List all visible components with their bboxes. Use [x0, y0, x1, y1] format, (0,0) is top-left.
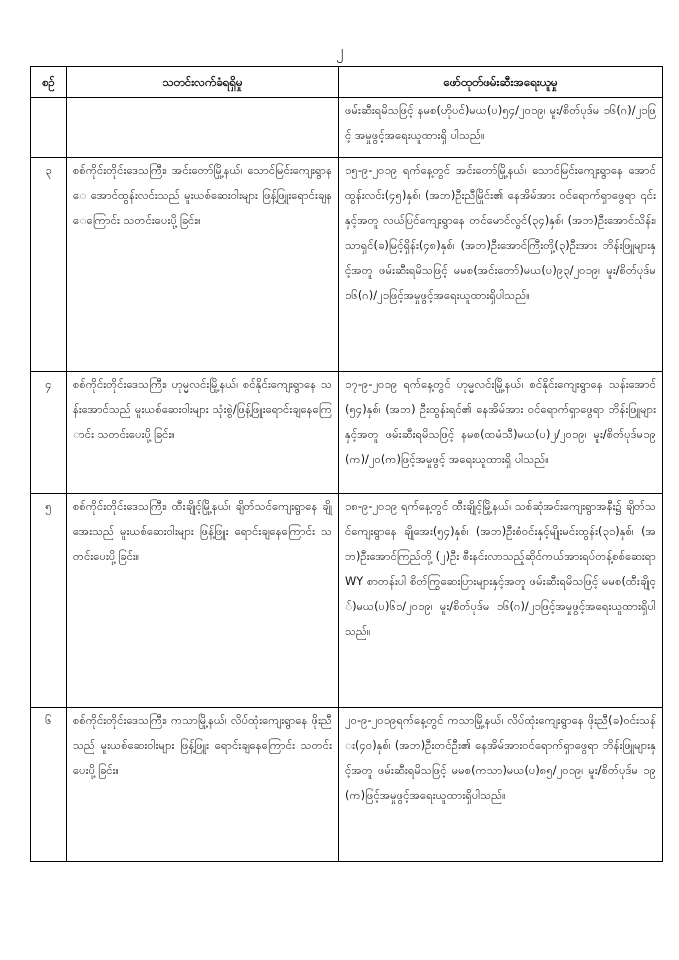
row-action: ၁၇-၉-၂၀၁၉ ရက်နေ့တွင် ဟုမ္မလင်းမြို့နယ်၊ စင်နိုင်းကျေးရွာနေ သန်းအောင်(၅၄)နှစ်၊ (အဘ) ဦးထွန်းရင်၏ နေအိမ်အား ဝင်ရောက်ရှာဖွေရာ ဘိန်းဖြူများနှင့်အတူ ဖမ်းဆီးရမိသဖြင့် နမစ(ထမံသီ)မယ(ပ)၂/၂၀၁၉၊ မူး/စိတ်ပုဒ်မ၁၉(က)/၂၀(က)ဖြင့်အမှုဖွင့် အရေးယူထားရှိ ပါသည်။ [339, 372, 663, 494]
row-information: စစ်ကိုင်းတိုင်းဒေသကြီး၊ ထီးချိုင့်မြို့နယ်၊ ချိတ်သင်ကျေးရွာနေ ချိုအေးသည် မူးယစ်ဆေးဝါးများ ဖြန့်ဖြူး ရောင်းချနေကြောင်း သတင်းပေးပို့ခြင်း။ [67, 494, 339, 708]
row-serial: ၃ [31, 158, 67, 372]
table-row [31, 494, 663, 708]
table-row [31, 98, 663, 158]
table-header-row [31, 67, 663, 98]
page-number: ၂ [335, 42, 344, 60]
row-action: ၁၈-၉-၂၀၁၉ ရက်နေ့တွင် ထီးချိုင့်မြို့နယ်၊ သစ်ဆုံအင်းကျေးရွာအနီး၌ ချိတ်သင်ကျေးရွာနေ ချိုအေး(၅၄)နှစ်၊ (အဘ)ဦးစံဝင်းနှင့်မျိုးမင်းထွန်း(၃၁)နှစ်၊ (အဘ)ဦးအောင်ကြည်တို့ (၂)ဦး စီးနင်းလာသည့်ဆိုင်ကယ်အားရပ်တန့်စစ်ဆေးရာ WY စာတန်းပါ စိတ်ကြွဆေးပြားများနှင့်အတူ ဖမ်းဆီးရမိသဖြင့် မမစ(ထီးချိုင့်)မယ(ပ)၆၁/၂၀၁၉၊ မူး/စိတ်ပုဒ်မ ၁၆(ဂ)/၂၁ဖြင့်အမှုဖွင့်အရေးယူထားရှိပါသည်။ [339, 494, 663, 708]
column-header-information-received: သတင်းလက်ခံရရှိမှု [67, 67, 339, 98]
row-information: စစ်ကိုင်းတိုင်းဒေသကြီး၊ ကသာမြို့နယ်၊ လိပ်ထုံးကျေးရွာနေ ဖိုးညီသည် မူးယစ်ဆေးဝါးများ ဖြန့်ဖြူး ရောင်းချနေကြောင်း သတင်း ပေးပို့ခြင်း။ [67, 708, 339, 862]
row-serial: ၆ [31, 708, 67, 862]
case-report-table [30, 66, 663, 862]
row-action: ၂၀-၉-၂၀၁၉ရက်နေ့တွင် ကသာမြို့နယ်၊ လိပ်ထုံးကျေးရွာနေ ဖိုးညီ(ခ)ဝင်းသန်း(၄၀)နှစ်၊ (အဘ)ဦးတင်ဦး၏ နေအိမ်အားဝင်ရောက်ရှာဖွေရာ ဘိန်းဖြူများနှင့်အတူ ဖမ်းဆီးရမိသဖြင့် မမစ(ကသာ)မယ(ပ)၈၅/၂၀၁၉၊ မူး/စိတ်ပုဒ်မ ၁၉(က)ဖြင့်အမှုဖွင့်အရေးယူထားရှိပါသည်။ [339, 708, 663, 862]
row-action: ဖမ်းဆီးရမိသဖြင့် နမစ(ဟိုပင်)မယ(ပ)၅၄/၂၀၁၉၊ မူး/စိတ်ပုဒ်မ ၁၆(ဂ)/၂၁ဖြင့် အမှုဖွင့်အရေးယူထားရှိ ပါသည်။ [339, 98, 663, 158]
row-information: စစ်ကိုင်းတိုင်းဒေသကြီး၊ ဟုမ္မလင်းမြို့နယ်၊ စင်နိုင်းကျေးရွာနေ သန်းအောင်သည် မူးယစ်ဆေးဝါးများ သုံးစွဲ/ဖြန့်ဖြူးရောင်းချနေကြောင်း သတင်းပေးပို့ခြင်း။ [67, 372, 339, 494]
table-row [31, 708, 663, 862]
table-row [31, 158, 663, 372]
row-serial [31, 98, 67, 158]
row-serial: ၄ [31, 372, 67, 494]
row-information [67, 98, 339, 158]
table-row [31, 372, 663, 494]
row-action: ၁၅-၉-၂၀၁၉ ရက်နေ့တွင် အင်းတော်မြို့နယ်၊ သောင်မြင်းကျေးရွာနေ အောင်ထွန်းလင်း(၄၅)နှစ်၊ (အဘ)ဦးညီမြိုင်း၏ နေအိမ်အား ဝင်ရောက်ရှာဖွေရာ ၎င်းနှင့်အတူ လယ်ပြင်ကျေးရွာနေ တင်မောင်လွင်(၃၄)နှစ်၊ (အဘ)ဦးအောင်သိန်း၊ သာရှင်(ခ)မြင့်ရှိန်း(၄၈)နှစ်၊ (အဘ)ဦးအောင်ကြီးတို့(၃)ဦးအား ဘိန်းဖြူများနှင့်အတူ ဖမ်းဆီးရမိသဖြင့် မမစ(အင်းတော်)မယ(ပ)၉၃/၂၀၁၉၊ မူး/စိတ်ပုဒ်မ ၁၆(ဂ)/၂၁ဖြင့်အမှုဖွင့်အရေးယူထားရှိပါသည်။ [339, 158, 663, 372]
column-header-serial: စဉ် [31, 67, 67, 98]
column-header-action-taken: ဖော်ထုတ်ဖမ်းဆီးအရေးယူမှု [339, 67, 663, 98]
row-information: စစ်ကိုင်းတိုင်းဒေသကြီး၊ အင်းတော်မြို့နယ်၊ သောင်မြင်းကျေးရွာနေ အောင်ထွန်းလင်းသည် မူးယစ်ဆေးဝါးများ ဖြန့်ဖြူးရောင်းချနေကြောင်း သတင်းပေးပို့ခြင်း။ [67, 158, 339, 372]
row-serial: ၅ [31, 494, 67, 708]
